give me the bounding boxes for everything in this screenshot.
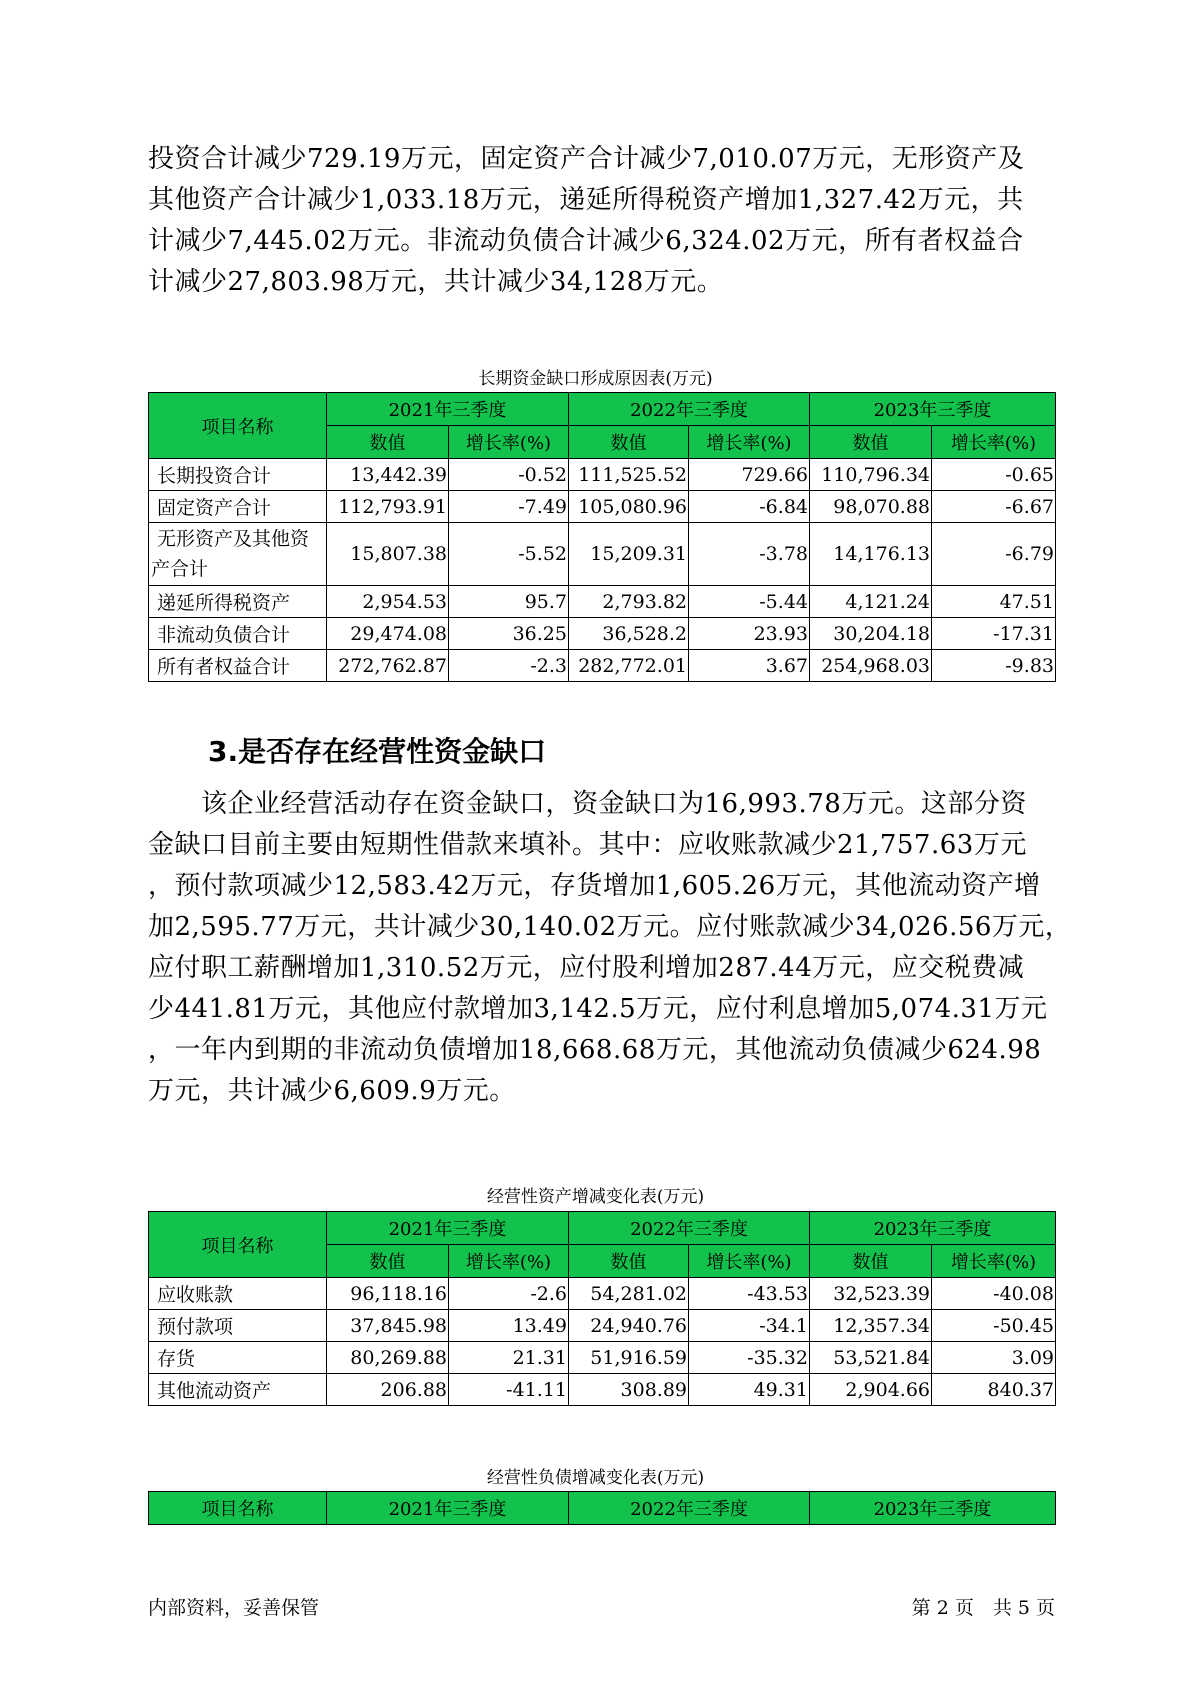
cell: -2.3 bbox=[449, 650, 569, 682]
row-name-line: 产合计 bbox=[151, 558, 209, 580]
cell: 80,269.88 bbox=[327, 1342, 449, 1374]
paragraph-continued bbox=[148, 139, 1048, 303]
cell: 4,121.24 bbox=[810, 586, 932, 618]
cell: -43.53 bbox=[689, 1278, 810, 1310]
cell: 3.67 bbox=[689, 650, 810, 682]
table-row bbox=[149, 1342, 1056, 1374]
paragraph-operating-gap bbox=[148, 784, 1072, 1112]
table-caption: 经营性负债增减变化表(万元) bbox=[486, 1468, 705, 1488]
cell: -35.32 bbox=[689, 1342, 810, 1374]
table-row bbox=[149, 650, 1056, 682]
cell: 30,204.18 bbox=[810, 618, 932, 650]
cell: -40.08 bbox=[932, 1278, 1056, 1310]
table-row bbox=[149, 523, 1056, 586]
cell: 112,793.91 bbox=[327, 491, 449, 523]
row-name: 存货 bbox=[149, 1342, 327, 1374]
cell: 282,772.01 bbox=[569, 650, 689, 682]
row-name: 应收账款 bbox=[149, 1278, 327, 1310]
cell: 36,528.2 bbox=[569, 618, 689, 650]
text-line: 金缺口目前主要由短期性借款来填补。其中：应收账款减少21,757.63万元 bbox=[148, 830, 1027, 860]
cell: 110,796.34 bbox=[810, 459, 932, 491]
operating-liabilities-table bbox=[148, 1491, 1056, 1525]
text-line: ，一年内到期的非流动负债增加18,668.68万元，其他流动负债减少624.98 bbox=[148, 1035, 1042, 1065]
header-growth: 增长率(%) bbox=[449, 1245, 569, 1278]
cell: 840.37 bbox=[932, 1374, 1056, 1406]
table-header-row bbox=[149, 1212, 1056, 1245]
cell: 3.09 bbox=[932, 1342, 1056, 1374]
cell: -17.31 bbox=[932, 618, 1056, 650]
cell: -6.84 bbox=[689, 491, 810, 523]
header-period: 2021年三季度 bbox=[327, 1212, 569, 1245]
text-line: 应付职工薪酬增加1,310.52万元，应付股利增加287.44万元，应交税费减 bbox=[148, 953, 1025, 983]
operating-assets-table bbox=[148, 1211, 1056, 1406]
cell: -7.49 bbox=[449, 491, 569, 523]
header-period: 2023年三季度 bbox=[810, 1212, 1056, 1245]
cell: 47.51 bbox=[932, 586, 1056, 618]
cell: 49.31 bbox=[689, 1374, 810, 1406]
header-value: 数值 bbox=[810, 1245, 932, 1278]
cell: 14,176.13 bbox=[810, 523, 932, 586]
cell: 32,523.39 bbox=[810, 1278, 932, 1310]
header-period: 2021年三季度 bbox=[327, 393, 569, 426]
text-line: 其他资产合计减少1,033.18万元，递延所得税资产增加1,327.42万元，共 bbox=[148, 185, 1024, 215]
header-growth: 增长率(%) bbox=[932, 426, 1056, 459]
header-value: 数值 bbox=[569, 426, 689, 459]
text-line: 加2,595.77万元，共计减少30,140.02万元。应付账款减少34,026.56万元， bbox=[148, 912, 1072, 942]
cell: 105,080.96 bbox=[569, 491, 689, 523]
cell: 15,209.31 bbox=[569, 523, 689, 586]
header-value: 数值 bbox=[327, 1245, 449, 1278]
cell: 96,118.16 bbox=[327, 1278, 449, 1310]
cell: 98,070.88 bbox=[810, 491, 932, 523]
row-name: 递延所得税资产 bbox=[149, 586, 327, 618]
header-growth: 增长率(%) bbox=[449, 426, 569, 459]
text-line: 计减少7,445.02万元。非流动负债合计减少6,324.02万元，所有者权益合 bbox=[148, 226, 1024, 256]
cell: 13,442.39 bbox=[327, 459, 449, 491]
cell: -9.83 bbox=[932, 650, 1056, 682]
cell: 272,762.87 bbox=[327, 650, 449, 682]
section-heading: 3.是否存在经营性资金缺口 bbox=[208, 735, 547, 768]
cell: -6.79 bbox=[932, 523, 1056, 586]
text-line: 投资合计减少729.19万元，固定资产合计减少7,010.07万元，无形资产及 bbox=[148, 144, 1025, 174]
table-header-row bbox=[149, 1492, 1056, 1525]
cell: 2,793.82 bbox=[569, 586, 689, 618]
cell: 111,525.52 bbox=[569, 459, 689, 491]
text-line: 计减少27,803.98万元，共计减少34,128万元。 bbox=[148, 267, 724, 297]
header-period: 2022年三季度 bbox=[569, 1212, 810, 1245]
text-line: 少441.81万元，其他应付款增加3,142.5万元，应付利息增加5,074.31万元 bbox=[148, 994, 1048, 1024]
cell: -0.65 bbox=[932, 459, 1056, 491]
header-period: 2023年三季度 bbox=[810, 393, 1056, 426]
header-period: 2022年三季度 bbox=[569, 393, 810, 426]
row-name: 预付款项 bbox=[149, 1310, 327, 1342]
footer-confidential: 内部资料，妥善保管 bbox=[148, 1597, 320, 1619]
cell: 23.93 bbox=[689, 618, 810, 650]
header-item-name: 项目名称 bbox=[149, 1212, 327, 1278]
header-item-name: 项目名称 bbox=[149, 1492, 327, 1525]
cell: -41.11 bbox=[449, 1374, 569, 1406]
header-growth: 增长率(%) bbox=[689, 1245, 810, 1278]
header-growth: 增长率(%) bbox=[689, 426, 810, 459]
cell: 24,940.76 bbox=[569, 1310, 689, 1342]
row-name: 其他流动资产 bbox=[149, 1374, 327, 1406]
row-name: 非流动负债合计 bbox=[149, 618, 327, 650]
header-period: 2023年三季度 bbox=[810, 1492, 1056, 1525]
cell: -34.1 bbox=[689, 1310, 810, 1342]
row-name bbox=[149, 523, 327, 586]
cell: -3.78 bbox=[689, 523, 810, 586]
table-caption: 长期资金缺口形成原因表(万元) bbox=[478, 369, 713, 389]
table-caption: 经营性资产增减变化表(万元) bbox=[486, 1187, 705, 1207]
long-term-funding-gap-table bbox=[148, 392, 1056, 682]
cell: -0.52 bbox=[449, 459, 569, 491]
cell: 2,904.66 bbox=[810, 1374, 932, 1406]
header-value: 数值 bbox=[327, 426, 449, 459]
table-row bbox=[149, 459, 1056, 491]
cell: -2.6 bbox=[449, 1278, 569, 1310]
row-name: 固定资产合计 bbox=[149, 491, 327, 523]
cell: 51,916.59 bbox=[569, 1342, 689, 1374]
text-line: 万元，共计减少6,609.9万元。 bbox=[148, 1076, 516, 1106]
table-row bbox=[149, 1278, 1056, 1310]
cell: 53,521.84 bbox=[810, 1342, 932, 1374]
table-row bbox=[149, 1310, 1056, 1342]
table-row bbox=[149, 586, 1056, 618]
cell: 29,474.08 bbox=[327, 618, 449, 650]
text-line: ，预付款项减少12,583.42万元，存货增加1,605.26万元，其他流动资产增 bbox=[148, 871, 1041, 901]
cell: 13.49 bbox=[449, 1310, 569, 1342]
cell: 2,954.53 bbox=[327, 586, 449, 618]
cell: -5.52 bbox=[449, 523, 569, 586]
table-header-row bbox=[149, 393, 1056, 426]
cell: 254,968.03 bbox=[810, 650, 932, 682]
cell: 21.31 bbox=[449, 1342, 569, 1374]
table-row bbox=[149, 1374, 1056, 1406]
cell: -5.44 bbox=[689, 586, 810, 618]
table-row bbox=[149, 491, 1056, 523]
cell: 12,357.34 bbox=[810, 1310, 932, 1342]
row-name: 长期投资合计 bbox=[149, 459, 327, 491]
header-period: 2021年三季度 bbox=[327, 1492, 569, 1525]
footer-page-number: 第 2 页 共 5 页 bbox=[911, 1597, 1055, 1619]
cell: 37,845.98 bbox=[327, 1310, 449, 1342]
header-item-name: 项目名称 bbox=[149, 393, 327, 459]
header-growth: 增长率(%) bbox=[932, 1245, 1056, 1278]
cell: 729.66 bbox=[689, 459, 810, 491]
row-name-line: 无形资产及其他资 bbox=[157, 528, 310, 550]
row-name: 所有者权益合计 bbox=[149, 650, 327, 682]
cell: -6.67 bbox=[932, 491, 1056, 523]
cell: 36.25 bbox=[449, 618, 569, 650]
header-value: 数值 bbox=[569, 1245, 689, 1278]
cell: 54,281.02 bbox=[569, 1278, 689, 1310]
header-period: 2022年三季度 bbox=[569, 1492, 810, 1525]
cell: 15,807.38 bbox=[327, 523, 449, 586]
cell: 308.89 bbox=[569, 1374, 689, 1406]
text-line: 该企业经营活动存在资金缺口，资金缺口为16,993.78万元。这部分资 bbox=[148, 789, 1027, 819]
table-row bbox=[149, 618, 1056, 650]
header-value: 数值 bbox=[810, 426, 932, 459]
cell: 95.7 bbox=[449, 586, 569, 618]
cell: 206.88 bbox=[327, 1374, 449, 1406]
cell: -50.45 bbox=[932, 1310, 1056, 1342]
